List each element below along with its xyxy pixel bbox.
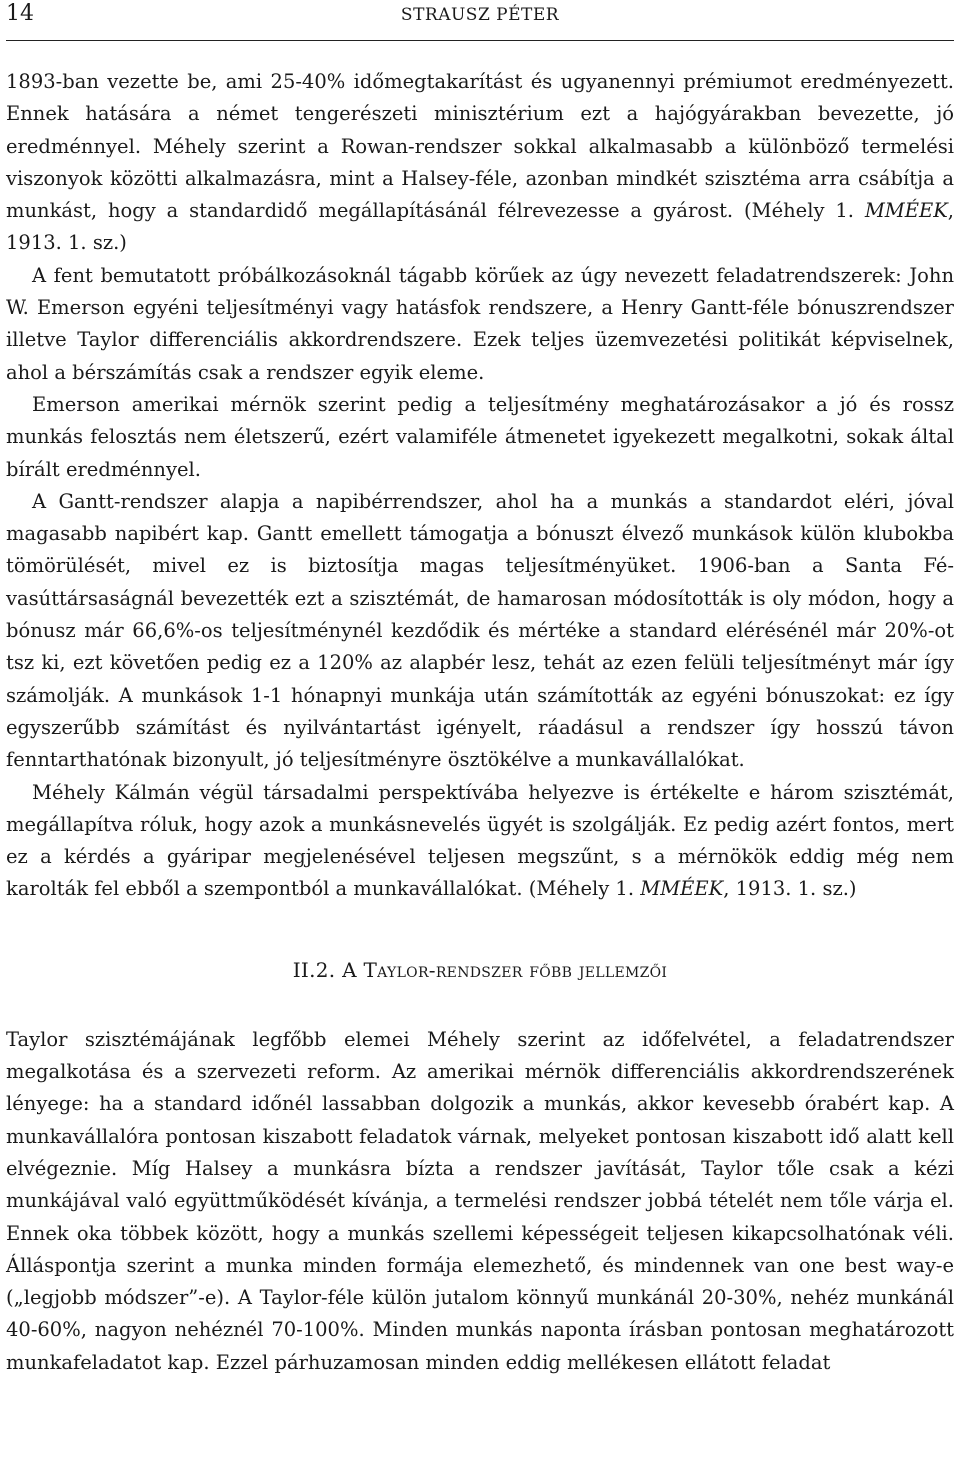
paragraph-5 — [6, 777, 954, 906]
document-page — [6, 0, 954, 1379]
paragraph-1-text: 1893-ban vezette be, ami 25-40% időmegtakarítást és ugyanennyi prémiumot eredményezett. Ennek hatására a német tengerészeti minisztérium ezt a hajógyárakban bevezette, jó eredménnyel. Méhely szerint a Rowan-rendszer sokkal alkalmasabb a különböző termelési viszonyok közötti alkalmazásra, mint a Halsey-féle, azonban mindkét szisztéma arra csábítja a munkást, hogy a standardidő megállapításánál félrevezesse a gyárost. (Méhely 1. — [6, 70, 954, 223]
citation-end: , 1913. 1. sz.) — [723, 877, 857, 901]
paragraph-1 — [6, 66, 954, 260]
paragraph-3: Emerson amerikai mérnök szerint pedig a teljesítmény meghatározásakor a jó és rossz munkás felosztás nem életszerű, ezért valamiféle átmenetet igyekezett megalkotni, sokak által bírált eredménnyel. — [6, 392, 954, 481]
section-title: A Taylor-rendszer főbb jellemzői — [342, 957, 668, 982]
body-text — [6, 66, 954, 1379]
citation-end: , 1913. 1. sz.) — [6, 199, 954, 255]
paragraph-5-text: Méhely Kálmán végül társadalmi perspektívába helyezve is értékelte e három szisztémát, megállapítva róluk, hogy azok a munkásnevelés ügyét is szolgálják. Ez pedig azért fontos, mert ez a kérdés a gyáripar megjelenésével teljesen megszűnt, s a mérnökök eddig még nem karolták fel ebből a szempontból a munkavállalókat. (Méhely 1. — [6, 780, 954, 901]
running-title: STRAUSZ PÉTER — [400, 5, 560, 25]
paragraph-2: A fent bemutatott próbálkozásoknál tágabb körűek az úgy nevezett feladatrendszerek: John W. Emerson egyéni teljesítményi vagy hatásfok rendszere, a Henry Gantt-féle bónuszrendszer illetve Taylor differenciális akkordrendszere. Ezek teljes üzemvezetési politikát képviselnek, ahol a bérszámítás csak a rendszer egyik eleme. — [6, 263, 954, 384]
journal-title: MMÉEK — [864, 199, 948, 223]
paragraph-6: Taylor szisztémájának legfőbb elemei Méhely szerint az időfelvétel, a feladatrendszer megalkotása és a szervezeti reform. Az amerikai mérnök differenciális akkordrendszerének lényege: ha a standard időnél lassabban dolgozik a munkás, akkor kevesebb órabért kap. A munkavállalóra pontosan kiszabott feladatok várnak, melyeket pontosan kiszabott idő alatt kell elvégeznie. Míg Halsey a munkásra bízta a rendszer javítását, Taylor tőle csak a kézi munkájával való együttműködését kívánja, a termelési rendszer jobbá tételét nem tőle várja el. Ennek oka többek között, hogy a munkás szellemi képességeit teljesen kikapcsolhatónak véli. Álláspontja szerint a munka minden formája elemezhető, és mindennek van one best way-e („legjobb módszer”-e). A Taylor-féle külön jutalom könnyű munkánál 20-30%, nehéz munkánál 40-60%, nagyon nehéznél 70-100%. Minden munkás naponta írásban pontosan meghatározott munkafeladatot kap. Ezzel párhuzamosan minden eddig mellékesen ellátott feladat — [6, 1027, 954, 1374]
page-number: 14 — [6, 1, 34, 26]
running-header — [6, 0, 954, 41]
paragraph-4: A Gantt-rendszer alapja a napibérrendszer, ahol ha a munkás a standardot eléri, jóval magasabb napibért kap. Gantt emellett támogatja a bónuszt élvező munkások külön klubokba tömörülését, mivel ez is biztosítja magas teljesítményüket. 1906-ban a Santa Fé-vasúttársaságnál bevezették ezt a szisztémát, de hamarosan módosították is oly módon, hogy a bónusz már 66,6%-os teljesítménynél kezdődik és mértéke a standard elérésénél már 20%-ot tsz ki, ezt követően pedig ez a 120% az alapbér lesz, tehát az ezen felüli teljesítményt már így számolják. A munkások 1-1 hónapnyi munkája után számították az egyéni bónuszokat: ez így egyszerűbb számítást és nyilvántartást igényelt, ráadásul a rendszer így hosszú távon fenntarthatónak bizonyult, jó teljesítményre ösztökélve a munkavállalókat. — [6, 489, 954, 772]
journal-title: MMÉEK — [640, 877, 724, 901]
section-heading — [6, 954, 954, 986]
section-number: II.2. — [292, 957, 336, 982]
